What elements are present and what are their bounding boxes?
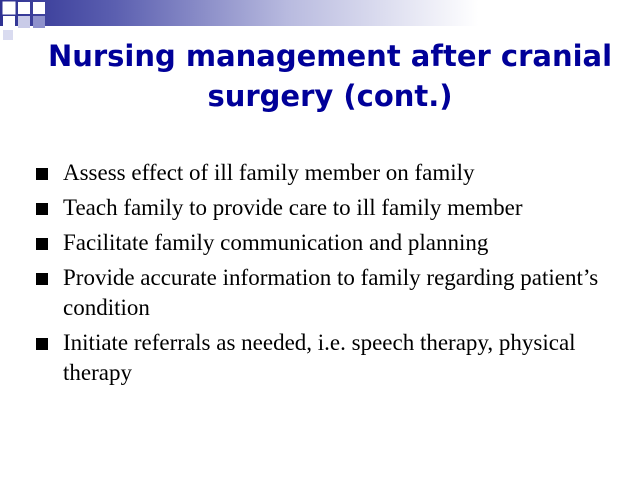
bullet-item-4 xyxy=(34,263,624,323)
bullet-item-2 xyxy=(34,193,624,223)
square-bullet-icon xyxy=(36,168,48,180)
bullet-text: Teach family to provide care to ill family member xyxy=(63,195,523,220)
bullet-text: Initiate referrals as needed, i.e. speech therapy, physical therapy xyxy=(63,330,576,385)
bullet-item-1 xyxy=(34,158,624,188)
bullet-text: Provide accurate information to family regarding patient’s condition xyxy=(63,265,599,320)
bullet-text: Assess effect of ill family member on family xyxy=(63,160,475,185)
bullet-list xyxy=(34,158,624,393)
bullet-item-3 xyxy=(34,228,624,258)
bullet-text: Facilitate family communication and planning xyxy=(63,230,489,255)
square-bullet-icon xyxy=(36,203,48,215)
slide-title: Nursing management after cranial surgery (cont.) xyxy=(47,39,613,113)
square-bullet-icon xyxy=(36,338,48,350)
square-bullet-icon xyxy=(36,273,48,285)
header-gradient-band xyxy=(0,0,638,26)
square-bullet-icon xyxy=(36,238,48,250)
bullet-item-5 xyxy=(34,328,624,388)
